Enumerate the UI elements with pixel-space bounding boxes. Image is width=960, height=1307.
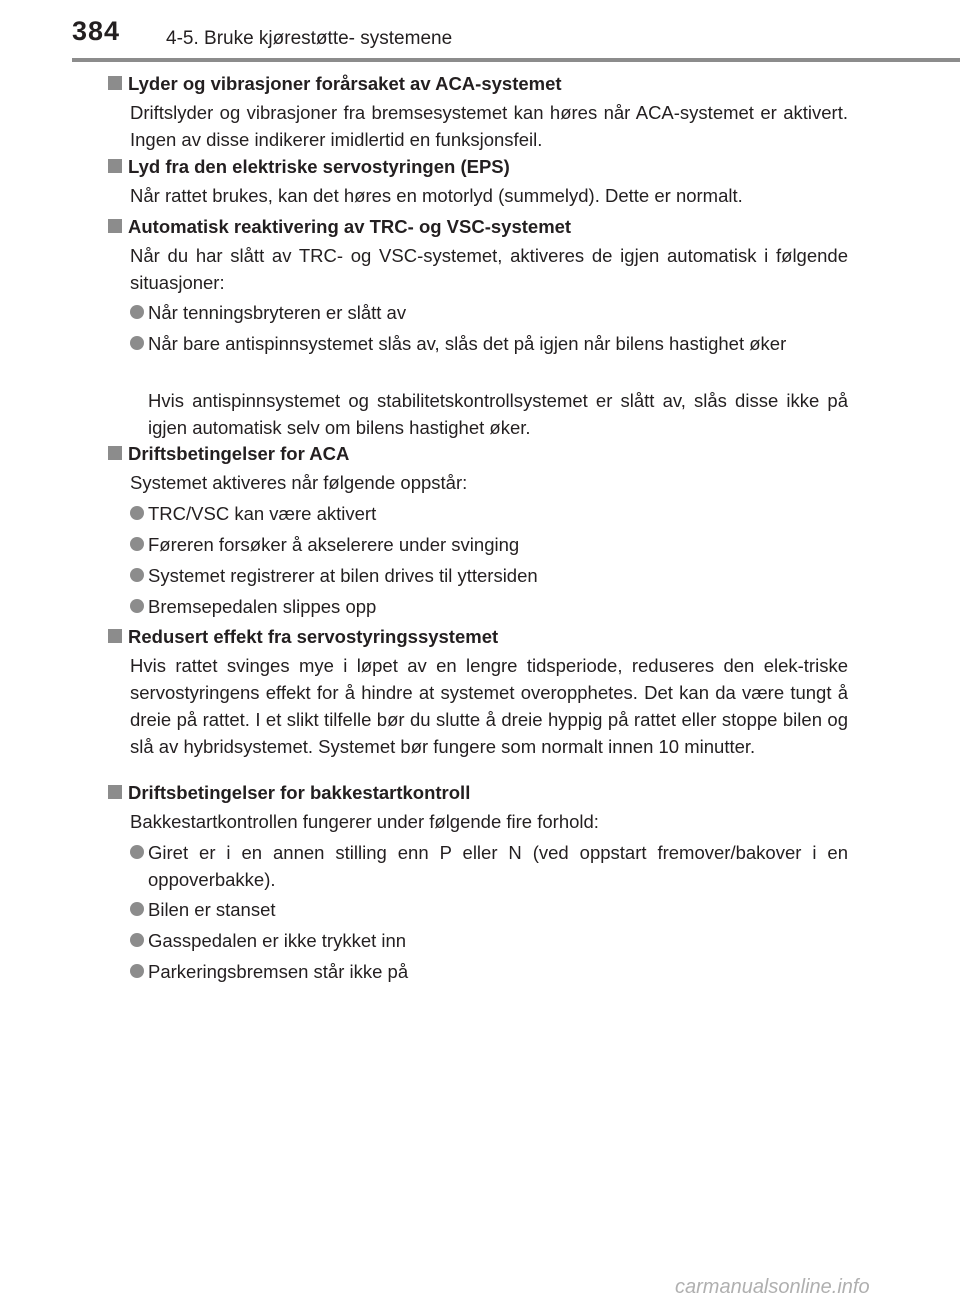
round-bullet-icon [130,506,144,520]
round-bullet-icon [130,568,144,582]
list-item: Bremsepedalen slippes opp [130,593,848,620]
section-heading [108,443,349,465]
watermark: carmanualsonline.info [675,1276,870,1298]
page-number: 384 [72,16,121,46]
section-heading [108,156,510,178]
section-heading [108,216,571,238]
square-bullet-icon [108,629,122,643]
round-bullet-icon [130,902,144,916]
header-divider [72,58,960,62]
section-heading [108,73,562,95]
section-heading [108,782,470,804]
section-body: Når du har slått av TRC- og VSC-systemet, aktiveres de igjen automatisk i følgende situasjoner: [130,245,848,293]
list-item: Føreren forsøker å akselerere under svinging [130,531,848,558]
list-item: Gasspedalen er ikke trykket inn [130,927,848,954]
section-body: Systemet aktiveres når følgende oppstår: [130,472,468,493]
section-heading-text: Driftsbetingelser for bakkestartkontroll [128,782,471,803]
list-item: Parkeringsbremsen står ikke på [130,958,848,985]
list-item: Når bare antispinnsystemet slås av, slås det på igjen når bilens hastighet øker [130,330,848,357]
list-item: TRC/VSC kan være aktivert [130,500,848,527]
list-item: Når tenningsbryteren er slått av [130,299,848,326]
round-bullet-icon [130,599,144,613]
section-body: Når rattet brukes, kan det høres en motorlyd (summelyd). Dette er normalt. [130,185,743,206]
section-heading-text: Driftsbetingelser for ACA [128,443,350,464]
section-body: Hvis rattet svinges mye i løpet av en lengre tidsperiode, reduseres den elek-triske servostyringens effekt for å hindre at systemet overopphetes. Det kan da være tungt å dreie på rattet. I et slikt tilfelle bør du slutte å dreie hyppig på rattet eller stoppe bilen og slå av hybridsystemet. Systemet bør fungere som normalt innen 10 minutter. [130,655,848,757]
list-item: Bilen er stanset [130,896,848,923]
section-heading-text: Lyd fra den elektriske servostyringen (EPS) [128,156,510,177]
bullet-note: Hvis antispinnsystemet og stabilitetskontrollsystemet er slått av, slås disse ikke på igjen automatisk selv om bilens hastighet øker. [148,390,848,438]
section-heading-text: Lyder og vibrasjoner forårsaket av ACA-systemet [128,73,562,94]
list-item: Systemet registrerer at bilen drives til yttersiden [130,562,848,589]
square-bullet-icon [108,219,122,233]
section-heading-text: Redusert effekt fra servostyringssystemet [128,626,499,647]
list-item: Giret er i en annen stilling enn P eller N (ved oppstart fremover/bakover i en oppoverbakke). [130,839,848,893]
round-bullet-icon [130,336,144,350]
round-bullet-icon [130,537,144,551]
round-bullet-icon [130,933,144,947]
section-heading [108,626,498,648]
section-heading-text: Automatisk reaktivering av TRC- og VSC-systemet [128,216,572,237]
page-header [0,0,960,62]
square-bullet-icon [108,159,122,173]
square-bullet-icon [108,76,122,90]
square-bullet-icon [108,446,122,460]
square-bullet-icon [108,785,122,799]
section-body: Bakkestartkontrollen fungerer under følgende fire forhold: [130,811,599,832]
chapter-title: 4-5. Bruke kjørestøtte- systemene [166,28,453,49]
round-bullet-icon [130,964,144,978]
section-body: Driftslyder og vibrasjoner fra bremsesystemet kan høres når ACA-systemet er aktivert. Ingen av disse indikerer imidlertid en funksjonsfeil. [130,102,848,150]
round-bullet-icon [130,305,144,319]
round-bullet-icon [130,845,144,859]
